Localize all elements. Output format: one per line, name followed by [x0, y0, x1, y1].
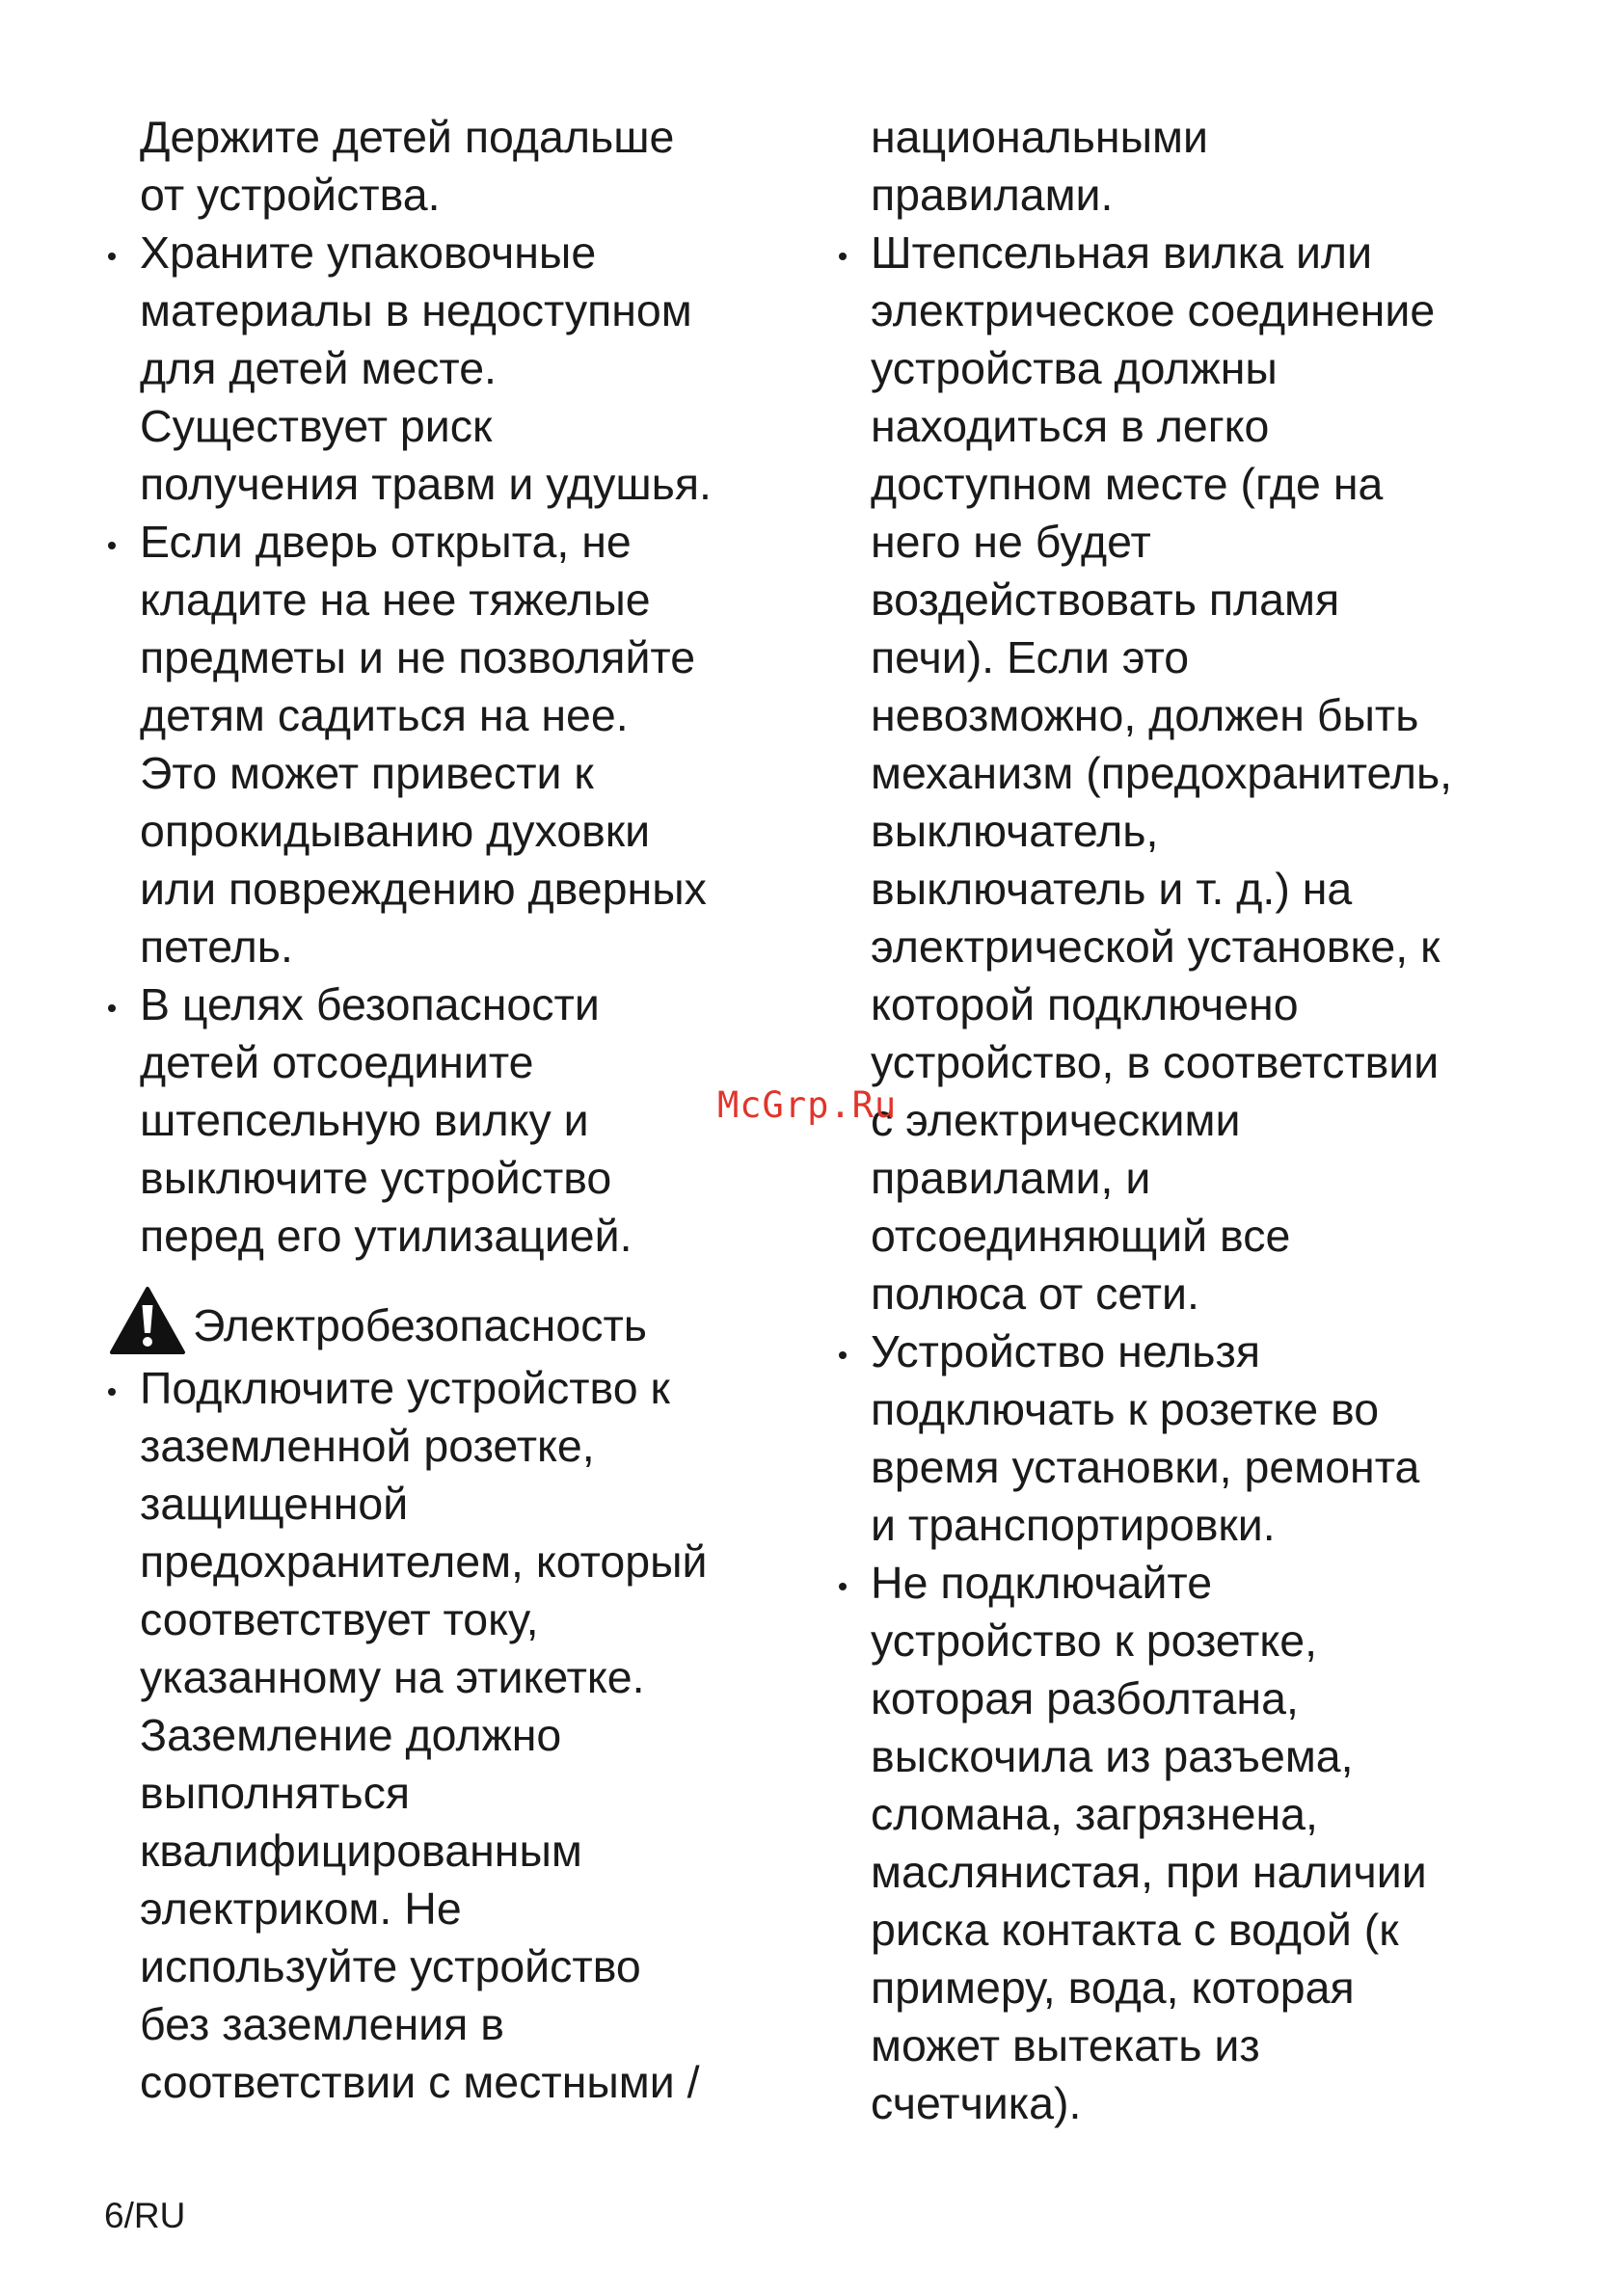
- text-line: защищенной: [140, 1479, 409, 1529]
- text-line: находиться в легко: [871, 401, 1270, 451]
- text-line: устройство к розетке,: [871, 1615, 1318, 1666]
- text-line: квалифицированным: [140, 1826, 582, 1876]
- text-line: Заземление должно: [140, 1710, 562, 1760]
- text-line: доступном месте (где на: [871, 459, 1384, 509]
- text-line: которой подключено: [871, 979, 1299, 1029]
- text-line: петель.: [140, 921, 293, 972]
- text-line: соответствии с местными /: [140, 2057, 700, 2107]
- text-line: правилами, и: [871, 1153, 1151, 1203]
- text-line: перед его утилизацией.: [140, 1211, 633, 1261]
- page-number: 6/RU: [104, 2196, 186, 2235]
- bullet-item-line: Штепсельная вилка или: [832, 224, 1594, 281]
- text-line: Держите детей подальше: [140, 112, 675, 162]
- text-line: материалы в недоступном: [140, 285, 692, 335]
- text-line: электриком. Не: [140, 1883, 462, 1934]
- warning-triangle-icon: [109, 1286, 186, 1355]
- text-line: предметы и не позволяйте: [140, 632, 696, 682]
- section-heading-electrical-safety: [101, 1292, 820, 1359]
- text-line: от устройства.: [140, 170, 441, 220]
- text-line: счетчика).: [871, 2078, 1082, 2128]
- text-line: него не будет: [871, 517, 1151, 567]
- text-line: выключатель и т. д.) на: [871, 864, 1353, 914]
- text-line: заземленной розетке,: [140, 1421, 595, 1471]
- text-line: устройство, в соответствии: [871, 1037, 1440, 1087]
- text-line: правилами.: [871, 170, 1114, 220]
- text-line: используйте устройство: [140, 1941, 641, 1991]
- text-line: указанному на этикетке.: [140, 1652, 645, 1702]
- text-line: печи). Если это: [871, 632, 1190, 682]
- text-line: опрокидыванию духовки: [140, 806, 651, 856]
- text-line: невозможно, должен быть: [871, 690, 1419, 740]
- left-text-block-1: [101, 108, 820, 1265]
- text-line: или повреждению дверных: [140, 864, 707, 914]
- text-line: механизм (предохранитель,: [871, 748, 1453, 798]
- text-line: сломана, загрязнена,: [871, 1789, 1318, 1839]
- bullet-item-line: Если дверь открыта, не: [101, 513, 820, 571]
- text-line: национальными: [871, 112, 1208, 162]
- right-text-block: [832, 108, 1594, 2132]
- text-line: выскочила из разъема,: [871, 1731, 1354, 1781]
- text-line: подключать к розетке во: [871, 1384, 1380, 1434]
- text-line: получения травм и удушья.: [140, 459, 712, 509]
- bullet-item-line: Устройство нельзя: [832, 1322, 1594, 1380]
- text-line: воздействовать пламя: [871, 574, 1340, 625]
- text-line: кладите на нее тяжелые: [140, 574, 651, 625]
- watermark: McGrp.Ru: [717, 1084, 898, 1126]
- text-line: устройства должны: [871, 343, 1278, 393]
- text-line: без заземления в: [140, 1999, 504, 2049]
- text-line: отсоединяющий все: [871, 1211, 1291, 1261]
- text-line: полюса от сети.: [871, 1268, 1199, 1319]
- left-column: [101, 108, 820, 2111]
- text-line: выключите устройство: [140, 1153, 612, 1203]
- section-heading-text: Электробезопасность: [193, 1300, 647, 1350]
- text-line: соответствует току,: [140, 1594, 539, 1644]
- left-text-block-2: [101, 1359, 820, 2111]
- bullet-item-line: Не подключайте: [832, 1554, 1594, 1612]
- text-line: и транспортировки.: [871, 1500, 1276, 1550]
- text-line: может вытекать из: [871, 2020, 1260, 2070]
- text-line: Существует риск: [140, 401, 493, 451]
- text-line: выключатель,: [871, 806, 1159, 856]
- bullet-item-line: Храните упаковочные: [101, 224, 820, 281]
- text-line: риска контакта с водой (к: [871, 1905, 1399, 1955]
- text-line: для детей месте.: [140, 343, 497, 393]
- text-line: маслянистая, при наличии: [871, 1847, 1427, 1897]
- text-line: детям садиться на нее.: [140, 690, 629, 740]
- text-line: штепсельную вилку и: [140, 1095, 589, 1145]
- right-column: [832, 108, 1594, 2132]
- text-line: предохранителем, который: [140, 1536, 708, 1587]
- text-line: которая разболтана,: [871, 1673, 1299, 1723]
- text-line: электрическое соединение: [871, 285, 1436, 335]
- text-line: детей отсоедините: [140, 1037, 534, 1087]
- bullet-item-line: Подключите устройство к: [101, 1359, 820, 1417]
- text-line: время установки, ремонта: [871, 1442, 1420, 1492]
- text-line: электрической установке, к: [871, 921, 1440, 972]
- text-line: примеру, вода, которая: [871, 1962, 1355, 2013]
- text-line: с электрическими: [871, 1095, 1241, 1145]
- bullet-item-line: В целях безопасности: [101, 975, 820, 1033]
- text-line: Это может привести к: [140, 748, 594, 798]
- text-line: выполняться: [140, 1768, 411, 1818]
